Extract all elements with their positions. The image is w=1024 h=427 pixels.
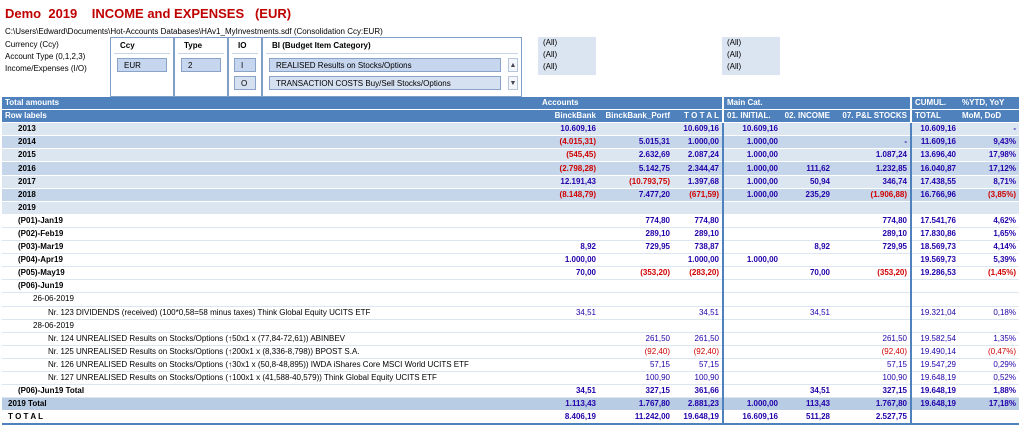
value-cell: (92,40) bbox=[599, 345, 673, 358]
value-cell: 8,71% bbox=[959, 175, 1019, 188]
value-cell: 4,62% bbox=[959, 214, 1019, 227]
header-mom-dod: MoM, DoD bbox=[959, 110, 1019, 123]
row-label: 2013 bbox=[2, 123, 539, 136]
value-cell: 361,66 bbox=[673, 385, 723, 398]
value-cell bbox=[781, 319, 833, 332]
row-label: (P04)-Apr19 bbox=[2, 254, 539, 267]
value-cell: 261,50 bbox=[673, 332, 723, 345]
value-cell bbox=[911, 319, 959, 332]
row-label: 28-06-2019 bbox=[2, 319, 539, 332]
value-cell: (1,45%) bbox=[959, 267, 1019, 280]
value-cell: 1.397,68 bbox=[673, 175, 723, 188]
value-cell bbox=[723, 293, 781, 306]
header-cumul: CUMUL. bbox=[911, 97, 959, 110]
value-cell: 18.569,73 bbox=[911, 241, 959, 254]
value-cell: 19.321,04 bbox=[911, 306, 959, 319]
row-label: 26-06-2019 bbox=[2, 293, 539, 306]
row-label: 2018 bbox=[2, 188, 539, 201]
value-cell: 8,92 bbox=[781, 241, 833, 254]
value-cell: 19.490,14 bbox=[911, 345, 959, 358]
page-filter-value[interactable]: (All) bbox=[727, 38, 742, 47]
table-row[interactable] bbox=[2, 136, 1019, 149]
value-cell: 19.547,29 bbox=[911, 358, 959, 371]
page-filters-group-2 bbox=[722, 37, 780, 75]
value-cell: 7.477,20 bbox=[599, 188, 673, 201]
table-row[interactable] bbox=[2, 175, 1019, 188]
value-cell bbox=[539, 201, 599, 214]
slicer-type-item-2[interactable]: 2 bbox=[181, 58, 221, 72]
value-cell: 10.609,16 bbox=[911, 123, 959, 136]
value-cell bbox=[539, 214, 599, 227]
table-row[interactable] bbox=[2, 227, 1019, 240]
value-cell: 2.527,75 bbox=[833, 411, 911, 425]
value-cell bbox=[723, 214, 781, 227]
value-cell bbox=[539, 280, 599, 293]
slicer-io-title: IO bbox=[232, 38, 258, 54]
value-cell bbox=[911, 201, 959, 214]
slicer-ccy-title: Ccy bbox=[114, 38, 170, 54]
value-cell: 34,51 bbox=[781, 385, 833, 398]
row-label: (P03)-Mar19 bbox=[2, 241, 539, 254]
value-cell: (283,20) bbox=[673, 267, 723, 280]
value-cell: 19.648,19 bbox=[911, 398, 959, 411]
value-cell bbox=[959, 319, 1019, 332]
value-cell: 1.087,24 bbox=[833, 149, 911, 162]
value-cell: 1.232,85 bbox=[833, 162, 911, 175]
value-cell: 729,95 bbox=[599, 241, 673, 254]
value-cell: 1,88% bbox=[959, 385, 1019, 398]
value-cell: 2.087,24 bbox=[673, 149, 723, 162]
value-cell bbox=[911, 280, 959, 293]
value-cell bbox=[723, 345, 781, 358]
value-cell bbox=[781, 201, 833, 214]
value-cell bbox=[781, 371, 833, 384]
table-row[interactable] bbox=[2, 411, 1019, 425]
value-cell: - bbox=[959, 123, 1019, 136]
value-cell: 327,15 bbox=[599, 385, 673, 398]
row-label: 2016 bbox=[2, 162, 539, 175]
value-cell bbox=[781, 280, 833, 293]
filter-label-currency: Currency (Ccy) bbox=[5, 40, 59, 49]
header-row-labels[interactable]: Row labels bbox=[2, 110, 539, 123]
value-cell: 2.881,23 bbox=[673, 398, 723, 411]
value-cell: 1.000,00 bbox=[723, 162, 781, 175]
value-cell bbox=[781, 214, 833, 227]
report-title: Demo 2019 INCOME and EXPENSES (EUR) bbox=[5, 6, 292, 21]
row-label: (P01)-Jan19 bbox=[2, 214, 539, 227]
value-cell: 12.191,43 bbox=[539, 175, 599, 188]
value-cell: 11.242,00 bbox=[599, 411, 673, 425]
value-cell bbox=[539, 227, 599, 240]
row-label: (P05)-May19 bbox=[2, 267, 539, 280]
header-pct: %YTD, YoY bbox=[959, 97, 1019, 110]
value-cell bbox=[781, 136, 833, 149]
value-cell: 4,14% bbox=[959, 241, 1019, 254]
value-cell bbox=[833, 306, 911, 319]
value-cell: 57,15 bbox=[673, 358, 723, 371]
value-cell: 100,90 bbox=[599, 371, 673, 384]
row-label: 2014 bbox=[2, 136, 539, 149]
value-cell: 261,50 bbox=[833, 332, 911, 345]
value-cell bbox=[599, 123, 673, 136]
value-cell: 57,15 bbox=[599, 358, 673, 371]
value-cell: 19.648,19 bbox=[673, 411, 723, 425]
value-cell: 774,80 bbox=[833, 214, 911, 227]
value-cell bbox=[833, 293, 911, 306]
row-label: Nr. 126 UNREALISED Results on Stocks/Options (↑30x1 x (50,8-48,895)) IWDA iShares Core MSCI World UCITS ETF bbox=[2, 358, 539, 371]
scroll-up-icon[interactable]: ▲ bbox=[508, 58, 518, 72]
value-cell bbox=[599, 201, 673, 214]
value-cell: 1.000,00 bbox=[723, 254, 781, 267]
header-cell bbox=[833, 97, 911, 110]
table-row[interactable] bbox=[2, 201, 1019, 214]
value-cell: 17.438,55 bbox=[911, 175, 959, 188]
value-cell: 19.648,19 bbox=[911, 371, 959, 384]
table-row[interactable] bbox=[2, 345, 1019, 358]
value-cell: (545,45) bbox=[539, 149, 599, 162]
value-cell: 16.766,96 bbox=[911, 188, 959, 201]
value-cell: (92,40) bbox=[673, 345, 723, 358]
row-label: Nr. 124 UNREALISED Results on Stocks/Options (↑50x1 x (77,84-72,61)) ABINBEV bbox=[2, 332, 539, 345]
value-cell: (2.798,28) bbox=[539, 162, 599, 175]
value-cell bbox=[959, 201, 1019, 214]
value-cell bbox=[723, 227, 781, 240]
value-cell: 0,52% bbox=[959, 371, 1019, 384]
value-cell: 738,87 bbox=[673, 241, 723, 254]
value-cell: 10.609,16 bbox=[673, 123, 723, 136]
value-cell: 8.406,19 bbox=[539, 411, 599, 425]
slicer-io[interactable] bbox=[228, 37, 262, 97]
value-cell: 1.000,00 bbox=[723, 136, 781, 149]
slicer-bi-title: BI (Budget Item Category) bbox=[266, 38, 518, 54]
row-label: Nr. 127 UNREALISED Results on Stocks/Options (↑100x1 x (41,588-40,579)) Think Global Equity UCITS ETF bbox=[2, 371, 539, 384]
value-cell: 113,43 bbox=[781, 398, 833, 411]
value-cell: 16.609,16 bbox=[723, 411, 781, 425]
row-label: 2017 bbox=[2, 175, 539, 188]
value-cell: 235,29 bbox=[781, 188, 833, 201]
page-filter-value[interactable]: (All) bbox=[543, 50, 558, 59]
value-cell: 289,10 bbox=[673, 227, 723, 240]
value-cell: 34,51 bbox=[673, 306, 723, 319]
pivot-table bbox=[2, 97, 1019, 425]
header-cell bbox=[673, 97, 723, 110]
value-cell: 729,95 bbox=[833, 241, 911, 254]
slicer-type-title: Type bbox=[178, 38, 224, 54]
value-cell: 34,51 bbox=[539, 385, 599, 398]
value-cell: 16.040,87 bbox=[911, 162, 959, 175]
table-row[interactable] bbox=[2, 280, 1019, 293]
value-cell: (353,20) bbox=[599, 267, 673, 280]
header-cell bbox=[781, 97, 833, 110]
row-label: Nr. 125 UNREALISED Results on Stocks/Options (↑200x1 x (8,336-8,798)) BPOST S.A. bbox=[2, 345, 539, 358]
value-cell bbox=[833, 201, 911, 214]
table-row[interactable] bbox=[2, 306, 1019, 319]
value-cell bbox=[723, 241, 781, 254]
value-cell bbox=[673, 293, 723, 306]
value-cell: 100,90 bbox=[673, 371, 723, 384]
value-cell: 5,39% bbox=[959, 254, 1019, 267]
value-cell: 19.582,54 bbox=[911, 332, 959, 345]
value-cell: 1.000,00 bbox=[673, 136, 723, 149]
table-row[interactable] bbox=[2, 398, 1019, 411]
row-label: T O T A L bbox=[2, 411, 539, 425]
header-accounts[interactable]: Accounts bbox=[539, 97, 599, 110]
value-cell: 774,80 bbox=[673, 214, 723, 227]
table-row[interactable] bbox=[2, 385, 1019, 398]
value-cell bbox=[833, 254, 911, 267]
value-cell: 1.000,00 bbox=[723, 188, 781, 201]
row-label: (P02)-Feb19 bbox=[2, 227, 539, 240]
value-cell bbox=[539, 293, 599, 306]
value-cell: 1.000,00 bbox=[673, 254, 723, 267]
value-cell bbox=[781, 227, 833, 240]
value-cell bbox=[599, 280, 673, 293]
value-cell: 346,74 bbox=[833, 175, 911, 188]
value-cell bbox=[781, 358, 833, 371]
filter-label-account-type: Account Type (0,1,2,3) bbox=[5, 52, 86, 61]
value-cell bbox=[959, 280, 1019, 293]
value-cell bbox=[673, 280, 723, 293]
value-cell bbox=[539, 371, 599, 384]
value-cell bbox=[599, 254, 673, 267]
table-row[interactable] bbox=[2, 267, 1019, 280]
value-cell: (1.906,88) bbox=[833, 188, 911, 201]
value-cell: 34,51 bbox=[539, 306, 599, 319]
value-cell: 10.609,16 bbox=[723, 123, 781, 136]
value-cell: 17,18% bbox=[959, 398, 1019, 411]
header-income: 02. INCOME bbox=[781, 110, 833, 123]
value-cell: (8.148,79) bbox=[539, 188, 599, 201]
database-path: C:\Users\Edward\Documents\Hot-Accounts Databases\HAv1_MyInvestments.sdf (Consolidation Ccy:EUR) bbox=[5, 27, 383, 36]
value-cell: 17,12% bbox=[959, 162, 1019, 175]
header-binckbank-portf: BinckBank_Portf bbox=[599, 110, 673, 123]
value-cell bbox=[539, 332, 599, 345]
value-cell: 0,18% bbox=[959, 306, 1019, 319]
value-cell bbox=[723, 319, 781, 332]
table-row[interactable] bbox=[2, 358, 1019, 371]
table-row[interactable] bbox=[2, 332, 1019, 345]
value-cell bbox=[833, 123, 911, 136]
value-cell bbox=[723, 280, 781, 293]
value-cell: 327,15 bbox=[833, 385, 911, 398]
slicer-bi-item-realised[interactable]: REALISED Results on Stocks/Options bbox=[269, 58, 501, 72]
value-cell: 2.632,69 bbox=[599, 149, 673, 162]
header-total-amounts: Total amounts bbox=[2, 97, 539, 110]
value-cell bbox=[723, 306, 781, 319]
value-cell: (0,47%) bbox=[959, 345, 1019, 358]
table-row[interactable] bbox=[2, 214, 1019, 227]
slicer-io-item-o[interactable]: O bbox=[234, 76, 256, 90]
value-cell: 19.286,53 bbox=[911, 267, 959, 280]
row-label: 2019 bbox=[2, 201, 539, 214]
value-cell: (671,59) bbox=[673, 188, 723, 201]
table-row[interactable] bbox=[2, 293, 1019, 306]
pivot-header-row-2 bbox=[2, 110, 1019, 123]
value-cell bbox=[781, 332, 833, 345]
page-filter-value[interactable]: (All) bbox=[543, 38, 558, 47]
scroll-down-icon[interactable]: ▼ bbox=[508, 76, 518, 90]
value-cell: 10.609,16 bbox=[539, 123, 599, 136]
value-cell: 57,15 bbox=[833, 358, 911, 371]
value-cell bbox=[781, 123, 833, 136]
value-cell: 289,10 bbox=[833, 227, 911, 240]
value-cell: 17.541,76 bbox=[911, 214, 959, 227]
table-row[interactable] bbox=[2, 162, 1019, 175]
value-cell: 70,00 bbox=[539, 267, 599, 280]
table-row[interactable] bbox=[2, 254, 1019, 267]
value-cell: 70,00 bbox=[781, 267, 833, 280]
value-cell: - bbox=[833, 136, 911, 149]
slicer-budget-item[interactable] bbox=[262, 37, 522, 97]
value-cell: 5.015,31 bbox=[599, 136, 673, 149]
value-cell bbox=[599, 293, 673, 306]
value-cell: 1.000,00 bbox=[539, 254, 599, 267]
value-cell bbox=[673, 201, 723, 214]
value-cell: (4.015,31) bbox=[539, 136, 599, 149]
table-row[interactable] bbox=[2, 149, 1019, 162]
page-filter-value[interactable]: (All) bbox=[543, 62, 558, 71]
value-cell bbox=[959, 293, 1019, 306]
value-cell: 1.000,00 bbox=[723, 175, 781, 188]
row-label: 2015 bbox=[2, 149, 539, 162]
value-cell bbox=[723, 358, 781, 371]
value-cell bbox=[539, 319, 599, 332]
value-cell bbox=[911, 411, 959, 425]
page-filter-value[interactable]: (All) bbox=[727, 62, 742, 71]
slicer-ccy-item-eur[interactable]: EUR bbox=[117, 58, 167, 72]
header-cumul-total: TOTAL bbox=[911, 110, 959, 123]
page-filter-value[interactable]: (All) bbox=[727, 50, 742, 59]
header-binckbank: BinckBank bbox=[539, 110, 599, 123]
value-cell: 8,92 bbox=[539, 241, 599, 254]
value-cell: (92,40) bbox=[833, 345, 911, 358]
table-row[interactable] bbox=[2, 188, 1019, 201]
slicer-bi-item-transaction-costs[interactable]: TRANSACTION COSTS Buy/Sell Stocks/Options bbox=[269, 76, 501, 90]
value-cell: (3,85%) bbox=[959, 188, 1019, 201]
value-cell: 1,65% bbox=[959, 227, 1019, 240]
value-cell: 17,98% bbox=[959, 149, 1019, 162]
header-pl-stocks: 07. P&L STOCKS bbox=[833, 110, 911, 123]
pivot-header-row-1 bbox=[2, 97, 1019, 110]
value-cell bbox=[539, 358, 599, 371]
value-cell: 34,51 bbox=[781, 306, 833, 319]
value-cell: 50,94 bbox=[781, 175, 833, 188]
value-cell bbox=[723, 332, 781, 345]
value-cell bbox=[539, 345, 599, 358]
value-cell: 1.767,80 bbox=[833, 398, 911, 411]
value-cell bbox=[781, 149, 833, 162]
value-cell: 1.767,80 bbox=[599, 398, 673, 411]
value-cell: 2.344,47 bbox=[673, 162, 723, 175]
table-row[interactable] bbox=[2, 371, 1019, 384]
value-cell bbox=[781, 345, 833, 358]
value-cell: 9,43% bbox=[959, 136, 1019, 149]
table-row[interactable] bbox=[2, 241, 1019, 254]
value-cell: 261,50 bbox=[599, 332, 673, 345]
value-cell bbox=[723, 267, 781, 280]
value-cell bbox=[911, 293, 959, 306]
value-cell bbox=[723, 201, 781, 214]
header-cell bbox=[599, 97, 673, 110]
value-cell: 1.000,00 bbox=[723, 398, 781, 411]
table-row[interactable] bbox=[2, 319, 1019, 332]
table-row[interactable] bbox=[2, 123, 1019, 136]
value-cell bbox=[723, 371, 781, 384]
value-cell bbox=[959, 411, 1019, 425]
value-cell: 19.569,73 bbox=[911, 254, 959, 267]
value-cell bbox=[833, 280, 911, 293]
row-label: 2019 Total bbox=[2, 398, 539, 411]
header-initial: 01. INITIAL. bbox=[723, 110, 781, 123]
value-cell: 5.142,75 bbox=[599, 162, 673, 175]
value-cell bbox=[599, 306, 673, 319]
value-cell: (10.793,75) bbox=[599, 175, 673, 188]
header-main-cat[interactable]: Main Cat. bbox=[723, 97, 781, 110]
value-cell: 11.609,16 bbox=[911, 136, 959, 149]
value-cell: 1.000,00 bbox=[723, 149, 781, 162]
value-cell bbox=[781, 254, 833, 267]
filter-label-income-expenses: Income/Expenses (I/O) bbox=[5, 64, 87, 73]
value-cell: 0,29% bbox=[959, 358, 1019, 371]
value-cell: (353,20) bbox=[833, 267, 911, 280]
row-label: Nr. 123 DIVIDENDS (received) (100*0,58=58 minus taxes) Think Global Equity UCITS ETF bbox=[2, 306, 539, 319]
value-cell: 100,90 bbox=[833, 371, 911, 384]
value-cell: 17.830,86 bbox=[911, 227, 959, 240]
header-total: T O T A L bbox=[673, 110, 723, 123]
slicer-io-item-i[interactable]: I bbox=[234, 58, 256, 72]
value-cell: 1.113,43 bbox=[539, 398, 599, 411]
slicer-ccy[interactable] bbox=[110, 37, 174, 97]
value-cell: 774,80 bbox=[599, 214, 673, 227]
row-label: (P06)-Jun19 bbox=[2, 280, 539, 293]
value-cell bbox=[833, 319, 911, 332]
value-cell: 511,28 bbox=[781, 411, 833, 425]
row-label: (P06)-Jun19 Total bbox=[2, 385, 539, 398]
slicer-type[interactable] bbox=[174, 37, 228, 97]
value-cell: 13.696,40 bbox=[911, 149, 959, 162]
page-filters-group-1 bbox=[538, 37, 596, 75]
value-cell bbox=[723, 385, 781, 398]
value-cell bbox=[599, 319, 673, 332]
value-cell: 1,35% bbox=[959, 332, 1019, 345]
value-cell bbox=[673, 319, 723, 332]
value-cell bbox=[781, 293, 833, 306]
value-cell: 19.648,19 bbox=[911, 385, 959, 398]
value-cell: 289,10 bbox=[599, 227, 673, 240]
value-cell: 111,62 bbox=[781, 162, 833, 175]
